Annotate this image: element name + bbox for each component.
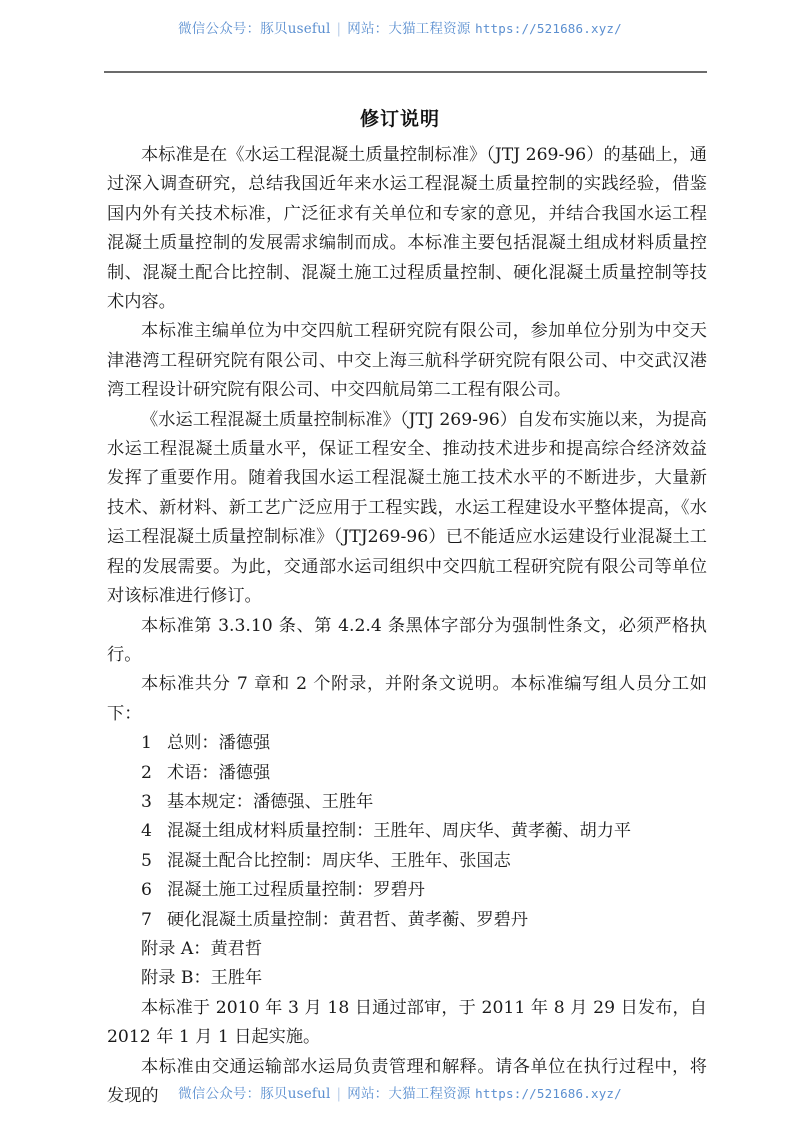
chapter-text: 混凝土组成材料质量控制：王胜年、周庆华、黄孝蘅、胡力平 <box>167 821 632 842</box>
paragraph-intro: 本标准是在《水运工程混凝土质量控制标准》（JTJ 269-96）的基础上，通过深入调查研究，总结我国近年来水运工程混凝土质量控制的实践经验，借鉴国内外有关技术标准，广泛征求有关单位和专家的意见，并结合我国水运工程混凝土质量控制的发展需求编制而成。本标准主要包括混凝土组成材料质量控制、混凝土配合比控制、混凝土施工过程质量控制、硬化混凝土质量控制等技术内容。 <box>107 145 707 313</box>
site-label: 网站：大猫工程资源 <box>347 1086 471 1102</box>
chapter-number: 5 <box>141 850 152 871</box>
chapter-number: 6 <box>141 880 152 901</box>
list-item <box>107 729 707 758</box>
site-url-link[interactable]: https://521686.xyz/ <box>475 21 622 36</box>
paragraph-background: 《水运工程混凝土质量控制标准》（JTJ 269-96）自发布实施以来，为提高水运工程混凝土质量水平，保证工程安全、推动技术进步和提高综合经济效益发挥了重要作用。随着我国水运工程混凝土施工技术水平的不断进步，大量新技术、新材料、新工艺广泛应用于工程实践，水运工程建设水平整体提高，《水运工程混凝土质量控制标准》（JTJ269-96）已不能适应水运建设行业混凝土工程的发展需要。为此，交通部水运司组织中交四航工程研究院有限公司等单位对该标准进行修订。 <box>107 409 707 607</box>
paragraph-management: 本标准由交通运输部水运局负责管理和解释。请各单位在执行过程中，将发现的 <box>107 1056 707 1106</box>
chapter-number: 3 <box>141 791 152 812</box>
document-body <box>107 141 707 1111</box>
paragraph-units: 本标准主编单位为中交四航工程研究院有限公司，参加单位分别为中交天津港湾工程研究院有限公司、中交上海三航科学研究院有限公司、中交武汉港湾工程设计研究院有限公司、中交四航局第二工程有限公司。 <box>107 321 707 401</box>
appendix-b: 附录 B：王胜年 <box>141 968 263 989</box>
chapter-text: 混凝土配合比控制：周庆华、王胜年、张国志 <box>167 850 511 871</box>
site-label: 网站：大猫工程资源 <box>347 21 471 37</box>
list-item <box>107 847 707 876</box>
chapter-text: 混凝土施工过程质量控制：罗碧丹 <box>167 880 425 901</box>
list-item <box>107 906 707 935</box>
header-watermark <box>0 17 800 37</box>
list-item <box>107 759 707 788</box>
chapter-number: 7 <box>141 909 152 930</box>
chapter-number: 1 <box>141 733 152 754</box>
footer-watermark <box>0 1082 800 1102</box>
chapter-list <box>107 729 707 935</box>
wechat-label: 微信公众号：豚贝useful <box>178 1086 331 1102</box>
chapter-text: 硬化混凝土质量控制：黄君哲、黄孝蘅、罗碧丹 <box>167 909 528 930</box>
chapter-number: 4 <box>141 821 152 842</box>
list-item <box>107 817 707 846</box>
chapter-text: 基本规定：潘德强、王胜年 <box>167 791 374 812</box>
watermark-separator: | <box>336 21 342 37</box>
list-item <box>107 876 707 905</box>
header-rule <box>104 71 707 73</box>
list-item <box>107 788 707 817</box>
watermark-separator: | <box>336 1086 342 1102</box>
paragraph-dates: 本标准于 2010 年 3 月 18 日通过部审，于 2011 年 8 月 29 日发布，自 2012 年 1 月 1 日起实施。 <box>107 997 707 1048</box>
page-title: 修订说明 <box>359 108 440 130</box>
paragraph-mandatory: 本标准第 3.3.10 条、第 4.2.4 条黑体字部分为强制性条文，必须严格执行。 <box>107 615 707 665</box>
appendix-a: 附录 A：黄君哲 <box>141 938 263 959</box>
site-url-link[interactable]: https://521686.xyz/ <box>475 1086 622 1101</box>
wechat-label: 微信公众号：豚贝useful <box>178 21 331 37</box>
chapter-text: 总则：潘德强 <box>167 733 271 754</box>
paragraph-structure: 本标准共分 7 章和 2 个附录，并附条文说明。本标准编写组人员分工如下： <box>107 674 707 724</box>
chapter-text: 术语：潘德强 <box>167 762 271 783</box>
chapter-number: 2 <box>141 762 152 783</box>
